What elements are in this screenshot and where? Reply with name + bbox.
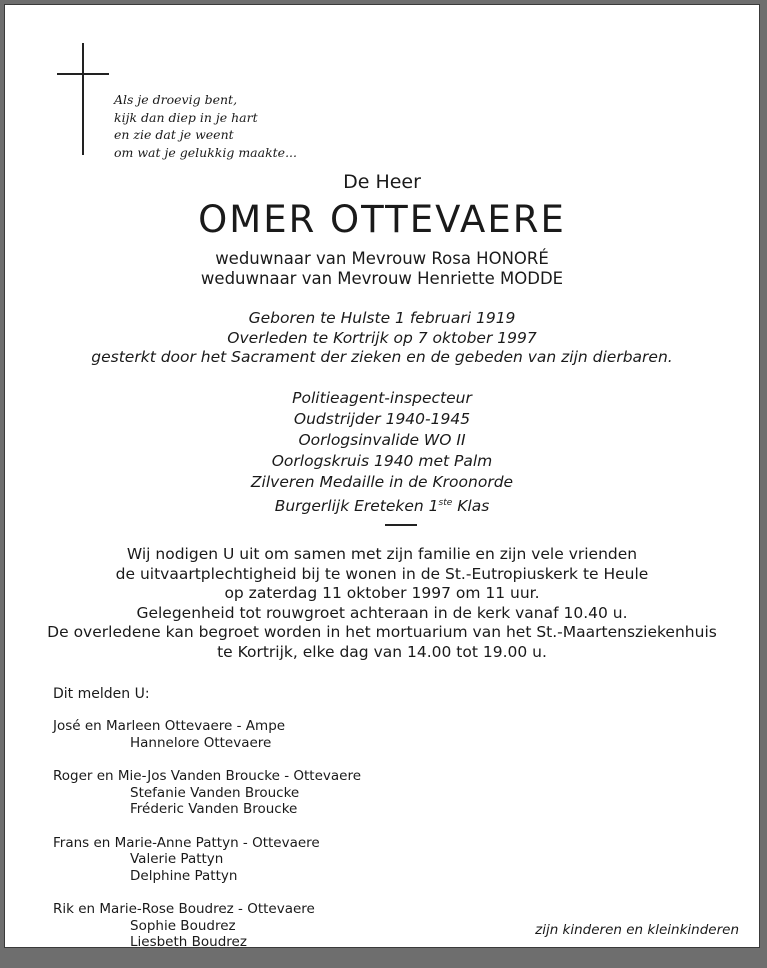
honor-item: Oudstrijder 1940-1945 <box>293 410 471 428</box>
invitation-line: de uitvaartplechtigheid bij te wonen in de St.-Eutropiuskerk te Heule <box>115 564 649 583</box>
invitation-line: op zaterdag 11 oktober 1997 om 11 uur. <box>224 584 540 602</box>
honor-item: Oorlogsinvalide WO II <box>298 431 466 449</box>
invitation-text <box>5 545 759 662</box>
family-head: Frans en Marie-Anne Pattyn - Ottevaere <box>53 834 320 851</box>
family-list <box>53 718 361 968</box>
family-head: Roger en Mie-Jos Vanden Broucke - Ottevaere <box>53 768 362 784</box>
cross-horizontal-bar <box>57 73 109 75</box>
family-group <box>53 718 361 751</box>
announce-heading: Dit melden U: <box>53 686 150 702</box>
honor-last-sup: ste <box>438 498 453 508</box>
poem-line: kijk dan diep in je hart <box>114 109 258 125</box>
family-child: Hannelore Ottevaere <box>130 734 272 751</box>
divider <box>385 524 417 526</box>
poem-line: om wat je gelukkig maakte... <box>114 144 297 160</box>
family-child: Delphine Pattyn <box>130 867 238 884</box>
title-prefix: De Heer <box>343 171 421 193</box>
family-head: José en Marleen Ottevaere - Ampe <box>53 718 286 734</box>
honor-last-suffix: Klas <box>452 497 490 516</box>
poem-line: en zie dat je weent <box>114 127 234 142</box>
life-dates <box>5 309 759 368</box>
family-child: Sophie Boudrez <box>130 917 236 934</box>
widower-line: weduwnaar van Mevrouw Henriette MODDE <box>200 269 564 288</box>
deceased-name: OMER OTTEVAERE <box>198 198 566 241</box>
family-group <box>53 768 361 818</box>
family-child: Stefanie Vanden Broucke <box>130 784 300 801</box>
sacrament-line: gesterkt door het Sacrament der zieken en de gebeden van zijn dierbaren. <box>91 348 673 366</box>
widower-line: weduwnaar van Mevrouw Rosa HONORÉ <box>215 249 549 268</box>
signature: zijn kinderen en kleinkinderen <box>535 922 739 938</box>
invitation-line: te Kortrijk, elke dag van 14.00 tot 19.00 u. <box>217 642 547 661</box>
honor-item: Politieagent-inspecteur <box>292 389 472 407</box>
widower-lines <box>5 249 759 289</box>
honor-item <box>5 493 759 517</box>
honor-item: Oorlogskruis 1940 met Palm <box>271 452 493 470</box>
family-child: Valerie Pattyn <box>130 851 224 867</box>
poem-line: Als je droevig bent, <box>114 92 238 107</box>
family-group <box>53 835 361 885</box>
invitation-line: Wij nodigen U uit om samen met zijn familie en zijn vele vrienden <box>126 545 638 563</box>
family-group <box>53 901 361 951</box>
obituary-card <box>4 4 760 948</box>
honor-item: Zilveren Medaille in de Kroonorde <box>250 473 514 491</box>
death-line: Overleden te Kortrijk op 7 oktober 1997 <box>227 328 537 347</box>
family-child: Fréderic Vanden Broucke <box>130 801 298 817</box>
honors-list <box>5 388 759 517</box>
invitation-line: De overledene kan begroet worden in het mortuarium van het St.-Maartensziekenhuis <box>47 623 717 641</box>
invitation-line: Gelegenheid tot rouwgroet achteraan in de kerk vanaf 10.40 u. <box>136 603 628 622</box>
family-child: Liesbeth Boudrez <box>130 934 247 950</box>
birth-line: Geboren te Hulste 1 februari 1919 <box>248 309 516 327</box>
poem <box>114 91 297 161</box>
family-head: Rik en Marie-Rose Boudrez - Ottevaere <box>53 901 315 917</box>
cross-vertical-bar <box>82 43 84 155</box>
honor-last-prefix: Burgerlijk Ereteken 1 <box>274 497 439 516</box>
